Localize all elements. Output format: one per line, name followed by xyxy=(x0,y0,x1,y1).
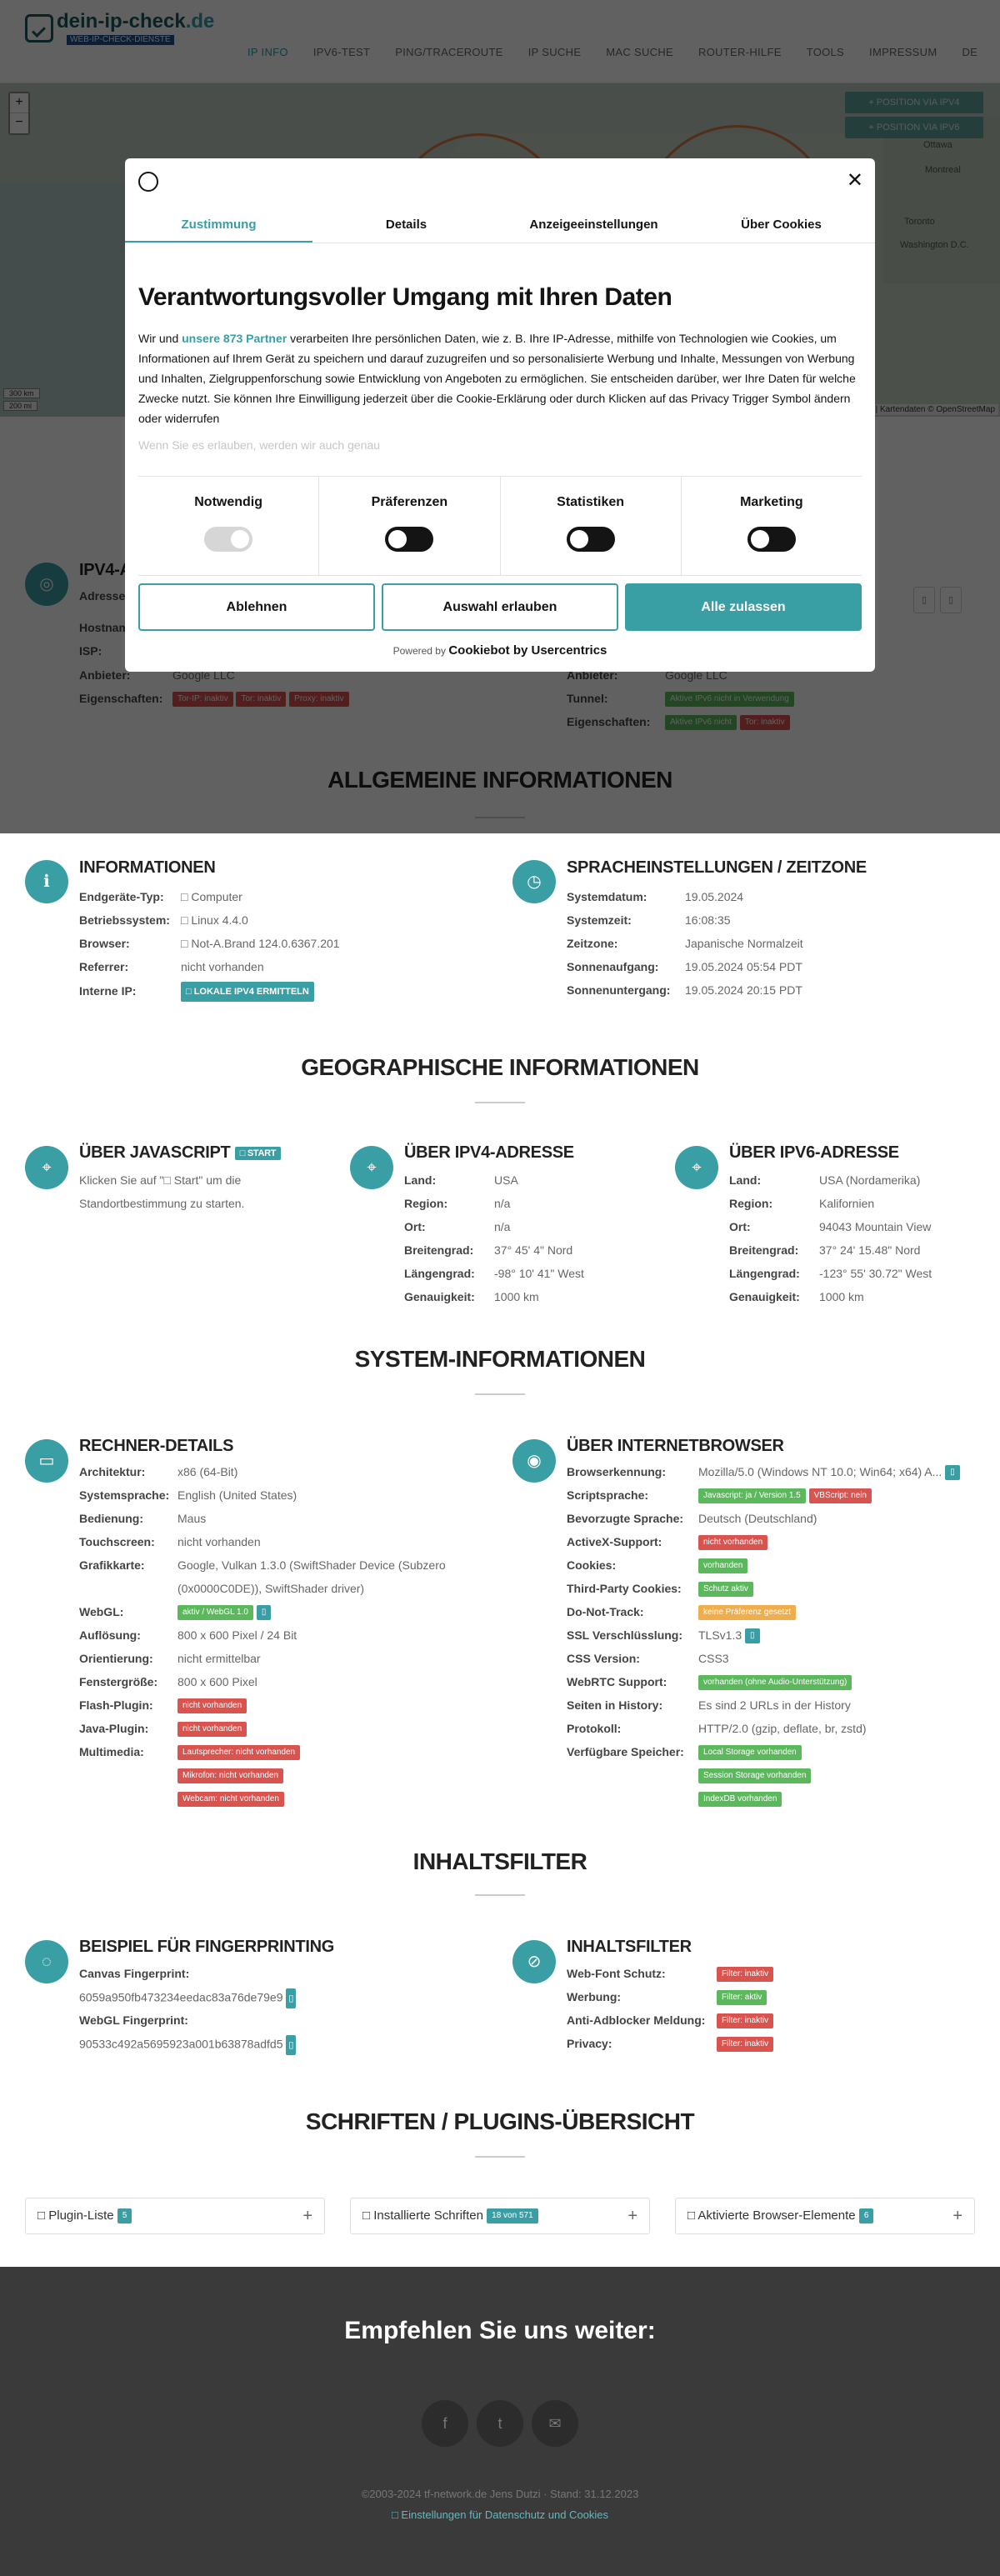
row-label: Cookies: xyxy=(567,1558,617,1572)
row-label: Längengrad: xyxy=(404,1267,475,1280)
status-badge: aktiv / WebGL 1.0 xyxy=(178,1605,253,1620)
status-badge: Session Storage vorhanden xyxy=(698,1768,811,1783)
js-hint: Klicken Sie auf "□ Start" um die xyxy=(79,1173,242,1187)
row-label: Ort: xyxy=(404,1220,426,1233)
toggle-label-marketing: Marketing xyxy=(740,495,803,509)
toggle-notwendig xyxy=(204,527,252,552)
decline-button[interactable]: Ablehnen xyxy=(138,583,375,631)
row-label: Architektur: xyxy=(79,1465,146,1478)
row-value: □ Computer xyxy=(181,890,242,903)
location-icon: ⌖ xyxy=(25,1146,68,1189)
row-label: Interne IP: xyxy=(79,983,137,998)
row-label: Fenstergröße: xyxy=(79,1675,158,1688)
row-label: Browserkennung: xyxy=(567,1465,667,1478)
info-row xyxy=(567,1743,811,1813)
info-row xyxy=(729,1265,932,1282)
row-label: Referrer: xyxy=(79,960,129,973)
row-label: WebRTC Support: xyxy=(567,1675,668,1688)
block-title: ÜBER IPV6-ADRESSE xyxy=(729,1143,899,1162)
row-value: x86 (64-Bit) xyxy=(178,1465,238,1478)
section-divider xyxy=(475,1894,525,1896)
status-badge: Mikrofon: nicht vorhanden xyxy=(178,1768,283,1783)
status-badge: ▯ xyxy=(257,1605,272,1620)
info-row xyxy=(567,1533,768,1550)
mail-icon[interactable]: ✉ xyxy=(532,2400,578,2447)
row-label: Grafikkarte: xyxy=(79,1558,145,1572)
info-row xyxy=(567,1487,872,1503)
info-row xyxy=(404,1218,510,1235)
row-value: nicht ermittelbar xyxy=(178,1652,261,1665)
row-label: Scriptsprache: xyxy=(567,1488,649,1502)
js-hint: Standortbestimmung zu starten. xyxy=(79,1197,245,1210)
row-value: n/a xyxy=(494,1197,511,1210)
info-row xyxy=(79,888,242,905)
copyright: ©2003-2024 tf-network.de Jens Dutzi · Stand: 31.12.2023 xyxy=(361,2488,639,2500)
block-title: RECHNER-DETAILS xyxy=(79,1437,234,1455)
section-title: GEOGRAPHISCHE INFORMATIONEN xyxy=(301,1054,699,1080)
row-label: Systemdatum: xyxy=(567,890,648,903)
info-row xyxy=(79,1463,238,1480)
row-label: WebGL: xyxy=(79,1605,124,1618)
info-icon: ℹ xyxy=(25,860,68,903)
row-value: 16:08:35 xyxy=(685,913,731,927)
row-value: 1000 km xyxy=(819,1290,864,1303)
plus-icon: + xyxy=(302,2207,312,2225)
block-title: SPRACHEINSTELLUNGEN / ZEITZONE xyxy=(567,858,867,877)
row-label: Land: xyxy=(729,1173,762,1187)
row-label: Auflösung: xyxy=(79,1628,141,1642)
info-row xyxy=(567,935,803,952)
consent-title: Verantwortungsvoller Umgang mit Ihren Daten xyxy=(138,283,672,311)
row-value: Maus xyxy=(178,1512,207,1525)
status-badge: ▯ xyxy=(945,1465,960,1480)
row-label: Sonnenaufgang: xyxy=(567,960,659,973)
status-badge: Local Storage vorhanden xyxy=(698,1745,802,1760)
browser-elements-toggle[interactable]: □ Aktivierte Browser-Elemente 6 + xyxy=(675,2198,975,2234)
row-label: Third-Party Cookies: xyxy=(567,1582,682,1595)
row-label: ActiveX-Support: xyxy=(567,1535,662,1548)
row-value: HTTP/2.0 (gzip, deflate, br, zstd) xyxy=(698,1722,867,1735)
row-label: Werbung: xyxy=(567,1990,622,2003)
section-title: SYSTEM-INFORMATIONEN xyxy=(354,1346,646,1372)
canvas-fp-label: Canvas Fingerprint: xyxy=(79,1967,190,1980)
info-row xyxy=(567,1603,796,1620)
info-row xyxy=(729,1242,920,1258)
row-label: Protokoll: xyxy=(567,1722,622,1735)
block-title: ÜBER INTERNETBROWSER xyxy=(567,1437,784,1455)
filter-icon: ⊘ xyxy=(512,1940,556,1983)
info-row xyxy=(567,1557,748,1573)
section-title: INHALTSFILTER xyxy=(412,1848,588,1874)
info-row xyxy=(729,1218,931,1235)
info-row xyxy=(79,1673,258,1690)
row-value: Kalifornien xyxy=(819,1197,875,1210)
row-label: Seiten in History: xyxy=(567,1698,663,1712)
row-value: 800 x 600 Pixel xyxy=(178,1675,258,1688)
row-value: 37° 24' 15.48" Nord xyxy=(819,1243,921,1257)
twitter-icon[interactable]: t xyxy=(477,2400,523,2447)
close-icon[interactable]: ✕ xyxy=(846,169,863,192)
row-label: Region: xyxy=(404,1197,448,1210)
row-label: Orientierung: xyxy=(79,1652,153,1665)
info-row xyxy=(567,1673,852,1690)
fingerprint-icon: ◌ xyxy=(25,1940,68,1983)
filter-row xyxy=(567,2035,773,2052)
toggle-label-statistiken: Statistiken xyxy=(557,495,625,509)
toggle-label-notwendig: Notwendig xyxy=(194,495,262,509)
webgl-fp-label: WebGL Fingerprint: xyxy=(79,2013,188,2027)
row-value: Mozilla/5.0 (Windows NT 10.0; Win64; x64) A... xyxy=(698,1465,942,1478)
status-badge: Lautsprecher: nicht vorhanden xyxy=(178,1745,300,1760)
copy-icon[interactable]: ▯ xyxy=(286,1988,296,2008)
info-row xyxy=(729,1195,874,1212)
row-label: Region: xyxy=(729,1197,773,1210)
info-row xyxy=(567,1580,753,1597)
row-label: Java-Plugin: xyxy=(79,1722,149,1735)
local-ip-button[interactable]: □ LOKALE IPV4 ERMITTELN xyxy=(181,982,314,1002)
row-value: □ Not-A.Brand 124.0.6367.201 xyxy=(181,937,340,950)
row-label: SSL Verschlüsslung: xyxy=(567,1628,683,1642)
row-label: Anti-Adblocker Meldung: xyxy=(567,2013,706,2027)
status-badge: Webcam: nicht vorhanden xyxy=(178,1792,284,1807)
row-value: n/a xyxy=(494,1220,511,1233)
info-row xyxy=(79,1510,206,1527)
toggle-statistiken[interactable] xyxy=(567,527,615,552)
row-value: English (United States) xyxy=(178,1488,298,1502)
row-label: Verfügbare Speicher: xyxy=(567,1745,684,1758)
filter-row xyxy=(567,2012,773,2028)
info-row xyxy=(404,1242,572,1258)
cookie-consent-dialog xyxy=(125,158,875,672)
info-row xyxy=(567,1720,867,1737)
block-title: INFORMATIONEN xyxy=(79,858,216,877)
info-row xyxy=(79,1603,271,1620)
status-badge: vorhanden (ohne Audio-Unterstützung) xyxy=(698,1675,852,1690)
info-row xyxy=(79,1533,261,1550)
status-badge: nicht vorhanden xyxy=(178,1722,247,1737)
block-title: INHALTSFILTER xyxy=(567,1938,692,1956)
row-label: CSS Version: xyxy=(567,1652,640,1665)
row-value: 94043 Mountain View xyxy=(819,1220,932,1233)
info-row xyxy=(79,1720,247,1737)
row-value: USA xyxy=(494,1173,518,1187)
info-row xyxy=(567,1463,960,1480)
info-row xyxy=(79,1557,446,1573)
filter-row xyxy=(567,1988,767,2005)
start-button[interactable]: □ START xyxy=(235,1147,281,1160)
info-row xyxy=(79,1487,297,1503)
block-title: ÜBER JAVASCRIPT □ START xyxy=(79,1143,281,1163)
info-row xyxy=(79,982,314,1002)
tab-zustimmung[interactable]: Zustimmung xyxy=(125,208,312,243)
location-icon: ⌖ xyxy=(675,1146,718,1189)
row-label: Bevorzugte Sprache: xyxy=(567,1512,684,1525)
filter-row xyxy=(567,1965,773,1982)
plus-icon: + xyxy=(628,2207,638,2225)
webgl-fp-value: 90533c492a5695923a001b63878adfd5 xyxy=(79,2037,283,2051)
location-icon: ⌖ xyxy=(350,1146,393,1189)
row-value: 1000 km xyxy=(494,1290,539,1303)
tab-ueber-cookies[interactable]: Über Cookies xyxy=(741,218,822,232)
row-value: -98° 10' 41" West xyxy=(494,1267,584,1280)
plus-icon: + xyxy=(952,2207,962,2225)
status-badge: Filter: inaktiv xyxy=(717,2013,773,2028)
info-row xyxy=(404,1288,539,1305)
info-row xyxy=(567,888,743,905)
status-badge: Filter: inaktiv xyxy=(717,1967,773,1982)
row-label: Sonnenuntergang: xyxy=(567,983,671,997)
row-label: Längengrad: xyxy=(729,1267,800,1280)
row-label: Ort: xyxy=(729,1220,751,1233)
row-label: Breitengrad: xyxy=(404,1243,474,1257)
row-label: Betriebssystem: xyxy=(79,913,170,927)
partner-link[interactable]: unsere 873 Partner xyxy=(182,332,288,345)
allow-selection-button[interactable]: Auswahl erlauben xyxy=(382,583,618,631)
cookiebot-branding[interactable]: Powered by Cookiebot by Usercentrics xyxy=(392,643,608,658)
info-row xyxy=(567,958,802,975)
site-footer xyxy=(0,2267,1000,2576)
status-badge: nicht vorhanden xyxy=(698,1535,768,1550)
info-row xyxy=(79,1580,364,1597)
row-label: Land: xyxy=(404,1173,437,1187)
canvas-fp-value: 6059a950fb473234eedac83a76de79e9 xyxy=(79,1990,283,2004)
row-value: -123° 55' 30.72" West xyxy=(819,1267,932,1280)
info-row xyxy=(567,1650,729,1667)
info-row xyxy=(567,912,731,928)
section-divider xyxy=(475,2156,525,2158)
tab-details[interactable]: Details xyxy=(385,218,428,232)
info-row xyxy=(79,935,340,952)
status-badge: keine Präferenz gesetzt xyxy=(698,1605,796,1620)
row-value: CSS3 xyxy=(698,1652,729,1665)
row-label: Flash-Plugin: xyxy=(79,1698,153,1712)
info-row xyxy=(404,1172,518,1188)
section-divider xyxy=(475,1102,525,1103)
row-value: nicht vorhanden xyxy=(181,960,264,973)
share-title: Empfehlen Sie uns weiter: xyxy=(344,2317,656,2344)
consent-tabs xyxy=(125,208,875,243)
row-label: Web-Font Schutz: xyxy=(567,1967,666,1980)
row-value: Deutsch (Deutschland) xyxy=(698,1512,818,1525)
row-label: Systemzeit: xyxy=(567,913,632,927)
computer-icon: ▭ xyxy=(25,1439,68,1483)
status-badge: VBScript: nein xyxy=(809,1488,872,1503)
row-value: Google, Vulkan 1.3.0 (SwiftShader Device (Subzero xyxy=(178,1558,446,1572)
cookiebot-logo-icon xyxy=(138,172,158,192)
fonts-list-toggle[interactable]: □ Installierte Schriften 18 von 571 + xyxy=(350,2198,650,2234)
row-label: Multimedia: xyxy=(79,1745,144,1758)
block-title: BEISPIEL FÜR FINGERPRINTING xyxy=(79,1938,335,1956)
info-row xyxy=(567,1510,817,1527)
copy-icon[interactable]: ▯ xyxy=(286,2035,296,2055)
info-row xyxy=(79,1627,297,1643)
info-row xyxy=(729,1172,920,1188)
consent-toggles xyxy=(138,476,862,576)
row-value: 800 x 600 Pixel / 24 Bit xyxy=(178,1628,298,1642)
consent-text-faded: Wenn Sie es erlauben, werden wir auch genau xyxy=(138,438,381,452)
status-badge: IndexDB vorhanden xyxy=(698,1792,782,1807)
row-label: Privacy: xyxy=(567,2037,612,2050)
row-label: Genauigkeit: xyxy=(404,1290,475,1303)
row-value: 19.05.2024 xyxy=(685,890,744,903)
row-label: Systemsprache: xyxy=(79,1488,170,1502)
plugin-list-toggle[interactable]: □ Plugin-Liste 5 + xyxy=(25,2198,325,2234)
row-label: Breitengrad: xyxy=(729,1243,799,1257)
row-value: □ Linux 4.4.0 xyxy=(181,913,248,927)
info-row xyxy=(79,912,248,928)
toggle-label-praeferenzen: Präferenzen xyxy=(371,495,448,509)
info-row xyxy=(79,1743,300,1813)
row-value: Japanische Normalzeit xyxy=(685,937,803,950)
status-badge: Filter: inaktiv xyxy=(717,2037,773,2052)
section-title: SCHRIFTEN / PLUGINS-ÜBERSICHT xyxy=(305,2108,695,2134)
facebook-icon[interactable]: f xyxy=(422,2400,468,2447)
browser-icon: ◉ xyxy=(512,1439,556,1483)
info-row xyxy=(567,1627,760,1643)
info-row xyxy=(567,982,802,998)
row-value: 19.05.2024 20:15 PDT xyxy=(685,983,802,997)
status-badge: Schutz aktiv xyxy=(698,1582,753,1597)
row-label: Browser: xyxy=(79,937,130,950)
row-value: 37° 45' 4" Nord xyxy=(494,1243,573,1257)
info-row xyxy=(404,1265,584,1282)
block-title: ÜBER IPV4-ADRESSE xyxy=(404,1143,574,1162)
consent-text: Wir und unsere 873 Partner verarbeiten Ihre persönlichen Daten, wie z. B. Ihre IP-Adresse, mithilfe von Technologien wie Cookies, um Informationen auf Ihrem Gerät zu speichern und darauf zuzugreifen und so personalisierte Werbung und Inhalte, Messungen von Werbung und Inhalten, Zielgruppenforschung sowie Entwicklung von Angeboten zu ermöglichen. Sie entscheiden darüber, wer Ihre Daten für welche Zwecke nutzt. Sie können Ihre Einwilligung jederzeit über die Cookie-Erklärung oder durch Klicken auf das Privacy Trigger Symbol ändern oder widerrufen Wenn Sie es erlauben, werden wir auch genau xyxy=(138,328,863,455)
row-value: TLSv1.3 xyxy=(698,1628,742,1642)
status-badge: ▯ xyxy=(745,1628,760,1643)
row-label: Do-Not-Track: xyxy=(567,1605,644,1618)
info-row xyxy=(404,1195,510,1212)
row-label: Genauigkeit: xyxy=(729,1290,800,1303)
status-badge: Javascript: ja / Version 1.5 xyxy=(698,1488,806,1503)
info-row xyxy=(79,1650,261,1667)
section-divider xyxy=(475,1393,525,1395)
status-badge: vorhanden xyxy=(698,1558,748,1573)
row-value: (0x0000C0DE)), SwiftShader driver) xyxy=(178,1582,365,1595)
tab-anzeigeeinstellungen[interactable]: Anzeigeeinstellungen xyxy=(529,218,658,232)
info-row xyxy=(79,958,264,975)
row-label: Bedienung: xyxy=(79,1512,143,1525)
row-label: Zeitzone: xyxy=(567,937,618,950)
row-value: Es sind 2 URLs in der History xyxy=(698,1698,851,1712)
row-value: USA (Nordamerika) xyxy=(819,1173,921,1187)
clock-icon: ◷ xyxy=(512,860,556,903)
toggle-praeferenzen[interactable] xyxy=(385,527,433,552)
row-value: nicht vorhanden xyxy=(178,1535,261,1548)
status-badge: nicht vorhanden xyxy=(178,1698,247,1713)
row-value: 19.05.2024 05:54 PDT xyxy=(685,960,802,973)
allow-all-button[interactable]: Alle zulassen xyxy=(625,583,862,631)
privacy-settings-link[interactable]: □ Einstellungen für Datenschutz und Cookies xyxy=(391,2508,609,2521)
info-row xyxy=(567,1697,851,1713)
info-row xyxy=(79,1697,247,1713)
status-badge: Filter: aktiv xyxy=(717,1990,767,2005)
toggle-marketing[interactable] xyxy=(748,527,796,552)
info-row xyxy=(729,1288,864,1305)
row-label: Endgeräte-Typ: xyxy=(79,890,164,903)
row-label: Touchscreen: xyxy=(79,1535,155,1548)
